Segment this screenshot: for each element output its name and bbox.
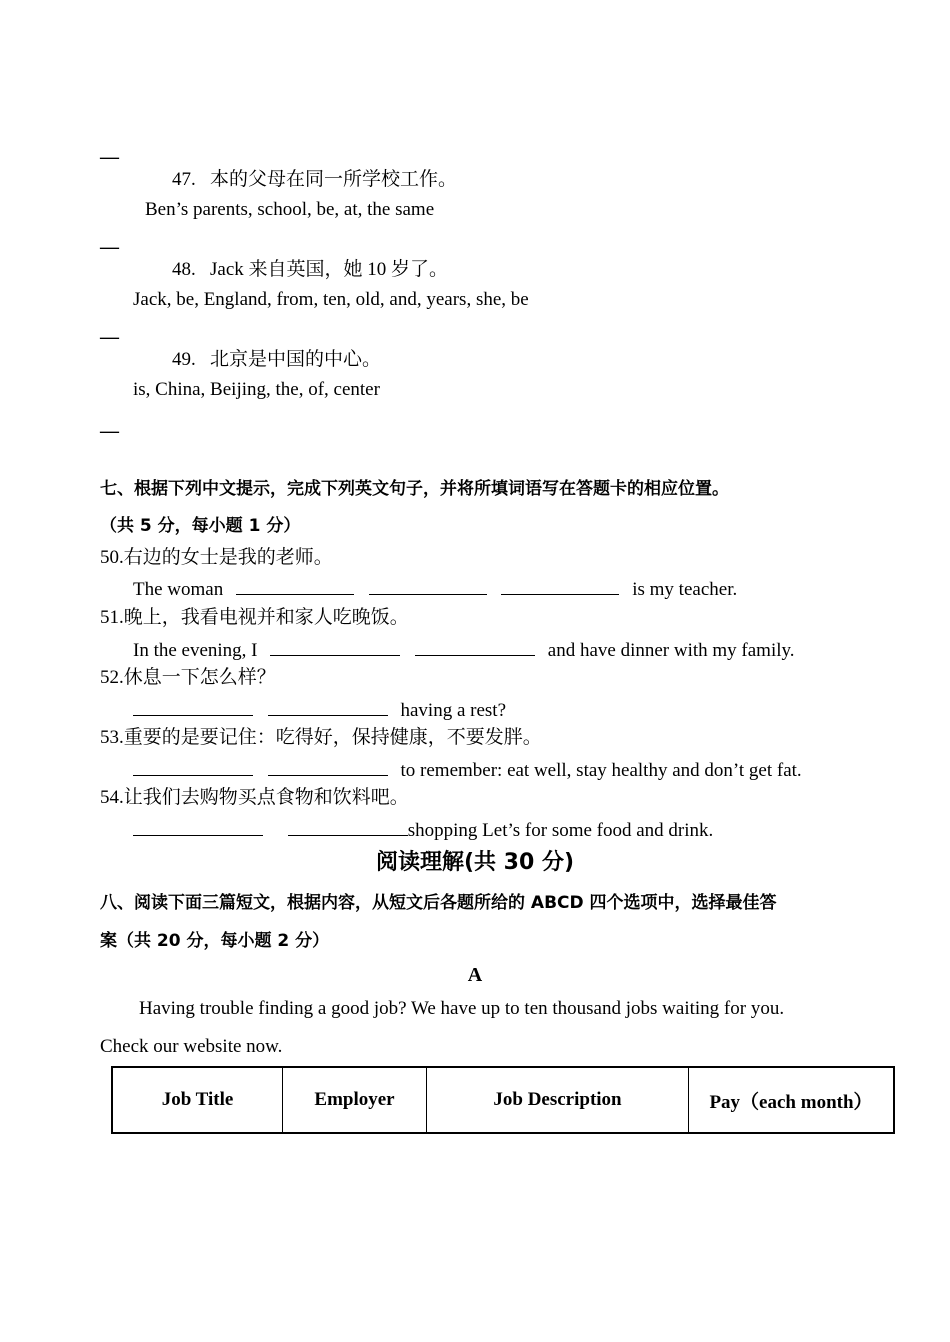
fill-blank[interactable] bbox=[133, 757, 253, 776]
table-header-pay: Pay（each month） bbox=[688, 1068, 893, 1132]
fill-blank[interactable] bbox=[415, 637, 535, 656]
question-number: 49. bbox=[172, 349, 196, 370]
question-chinese: 北京是中国的中心。 bbox=[210, 349, 382, 370]
item-50-chinese: 50.右边的女士是我的老师。 bbox=[100, 547, 333, 568]
question-chinese: Jack 来自英国，她 10 岁了。 bbox=[210, 259, 449, 280]
item-54-sentence bbox=[133, 817, 713, 843]
fill-blank[interactable] bbox=[501, 576, 619, 595]
fill-blank[interactable] bbox=[236, 576, 354, 595]
table-header-employer: Employer bbox=[282, 1068, 426, 1132]
answer-dash-49: — bbox=[100, 327, 119, 348]
word-list-49: is, China, Beijing, the, of, center bbox=[133, 379, 380, 400]
sentence-prefix: The woman bbox=[133, 579, 224, 600]
question-49 bbox=[172, 348, 381, 372]
fill-blank[interactable] bbox=[369, 576, 487, 595]
question-number: 47. bbox=[172, 169, 196, 190]
item-51-chinese: 51.晚上，我看电视并和家人吃晚饭。 bbox=[100, 607, 409, 628]
item-53-chinese: 53.重要的是要记住：吃得好，保持健康，不要发胖。 bbox=[100, 727, 542, 748]
sentence-suffix: to remember: eat well, stay healthy and don’t get fat. bbox=[400, 760, 802, 781]
passage-intro-line2: Check our website now. bbox=[100, 1036, 283, 1057]
answer-dash-48: — bbox=[100, 237, 119, 258]
fill-blank[interactable] bbox=[270, 637, 400, 656]
section-7-heading: 七、根据下列中文提示，完成下列英文句子，并将所填词语写在答题卡的相应位置。 bbox=[100, 479, 729, 499]
fill-blank[interactable] bbox=[288, 817, 408, 836]
section-7-subheading: （共 5 分，每小题 1 分） bbox=[100, 516, 301, 536]
item-52-chinese: 52.休息一下怎么样？ bbox=[100, 667, 276, 688]
answer-dash-final: — bbox=[100, 421, 119, 442]
sentence-prefix: In the evening, I bbox=[133, 640, 258, 661]
sentence-suffix: having a rest? bbox=[400, 700, 507, 721]
item-54-chinese: 54.让我们去购物买点食物和饮料吧。 bbox=[100, 787, 409, 808]
question-48 bbox=[172, 258, 448, 282]
word-list-47: Ben’s parents, school, be, at, the same bbox=[145, 199, 435, 220]
question-number: 48. bbox=[172, 259, 196, 280]
sentence-suffix: and have dinner with my family. bbox=[547, 640, 795, 661]
sentence-suffix: is my teacher. bbox=[632, 579, 738, 600]
fill-blank[interactable] bbox=[268, 697, 388, 716]
section-8-heading-line1: 八、阅读下面三篇短文，根据内容，从短文后各题所给的 ABCD 四个选项中，选择最佳答 bbox=[100, 893, 777, 913]
item-50-sentence bbox=[133, 576, 737, 602]
table-header-job-title: Job Title bbox=[161, 1089, 234, 1110]
section-8-heading-line2: 案（共 20 分，每小题 2 分） bbox=[100, 931, 330, 951]
fill-blank[interactable] bbox=[133, 817, 263, 836]
fill-blank[interactable] bbox=[268, 757, 388, 776]
fill-blank[interactable] bbox=[133, 697, 253, 716]
item-52-sentence bbox=[133, 697, 506, 723]
item-53-sentence bbox=[133, 757, 802, 783]
question-47 bbox=[172, 168, 457, 192]
job-table bbox=[111, 1066, 895, 1134]
word-list-48: Jack, be, England, from, ten, old, and, years, she, be bbox=[133, 289, 529, 310]
passage-intro-line1: Having trouble finding a good job? We have up to ten thousand jobs waiting for you. bbox=[139, 998, 785, 1019]
item-51-sentence bbox=[133, 637, 795, 663]
passage-label: A bbox=[467, 964, 483, 986]
sentence-suffix: shopping Let’s for some food and drink. bbox=[407, 820, 714, 841]
reading-title: 阅读理解(共 30 分) bbox=[375, 850, 575, 875]
question-chinese: 本的父母在同一所学校工作。 bbox=[210, 169, 458, 190]
table-header-job-description: Job Description bbox=[426, 1068, 688, 1132]
answer-dash-47: — bbox=[100, 147, 119, 168]
